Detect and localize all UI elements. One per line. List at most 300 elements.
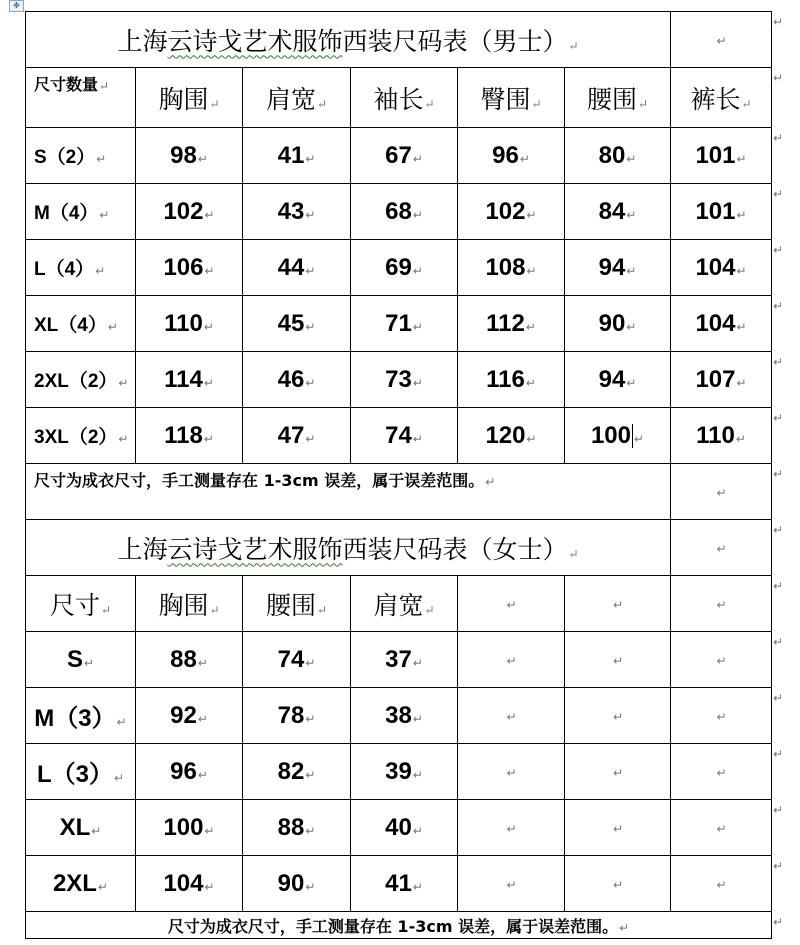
paragraph-mark-icon: ↵	[412, 879, 423, 894]
measurement-cell	[565, 296, 671, 352]
men-title-row	[26, 12, 772, 68]
measurement-cell-text: 104	[695, 309, 736, 337]
paragraph-mark-icon: ↵	[113, 771, 125, 785]
paragraph-mark-icon: ↵	[612, 598, 624, 612]
paragraph-mark-icon: ↵	[568, 38, 579, 53]
paragraph-mark-icon: ↵	[197, 655, 208, 670]
measurement-cell-text: 114	[164, 365, 203, 393]
empty-cell	[458, 744, 565, 800]
size-label	[26, 800, 136, 856]
measurement-cell-text: 67	[385, 141, 412, 169]
row-end-mark-icon: ↵	[773, 747, 784, 761]
men-title-suffix-text: 西装尺码表（男士）	[342, 26, 568, 56]
size-label-text: L（3）	[36, 761, 113, 788]
paragraph-mark-icon: ↵	[612, 766, 624, 780]
measurement-cell-text: 84	[598, 197, 626, 225]
size-label-text: XL	[59, 813, 91, 841]
paragraph-mark-icon: ↵	[506, 822, 517, 836]
men-note	[26, 464, 671, 520]
paragraph-mark-icon: ↵	[424, 96, 435, 111]
row-end-mark-icon: ↵	[773, 635, 784, 649]
measurement-cell	[671, 352, 772, 408]
row-end-mark-icon: ↵	[773, 803, 784, 817]
measurement-cell	[243, 744, 351, 800]
paragraph-mark-icon: ↵	[316, 96, 328, 111]
measurement-cell	[136, 352, 243, 408]
measurement-cell	[243, 352, 351, 408]
empty-cell	[671, 688, 772, 744]
measurement-cell-text: 78	[277, 701, 305, 729]
paragraph-mark-icon: ↵	[626, 319, 637, 334]
row-end-mark-icon: ↵	[773, 579, 784, 593]
paragraph-mark-icon: ↵	[412, 767, 423, 782]
measurement-cell-text: 108	[485, 253, 526, 281]
measurement-cell	[351, 800, 458, 856]
measurement-cell	[671, 296, 772, 352]
measurement-cell	[351, 632, 458, 688]
size-label	[26, 240, 136, 296]
men-header-cell	[458, 68, 565, 128]
paragraph-mark-icon: ↵	[412, 151, 423, 166]
empty-cell	[671, 576, 772, 632]
measurement-cell-text: 107	[695, 365, 736, 393]
measurement-cell	[351, 128, 458, 184]
empty-cell	[458, 800, 565, 856]
table-row	[26, 352, 772, 408]
empty-cell	[671, 800, 772, 856]
paragraph-mark-icon: ↵	[526, 263, 537, 278]
paragraph-mark-icon: ↵	[526, 207, 537, 222]
women-title-row	[26, 520, 772, 576]
paragraph-mark-icon: ↵	[305, 375, 316, 390]
empty-cell	[458, 688, 565, 744]
measurement-cell-text: 80	[598, 141, 626, 169]
measurement-cell	[565, 128, 671, 184]
paragraph-mark-icon: ↵	[531, 96, 542, 111]
measurement-cell	[671, 184, 772, 240]
row-end-mark-icon: ↵	[773, 859, 784, 873]
men-header-cell-text: 袖长	[373, 84, 424, 114]
paragraph-mark-icon: ↵	[204, 823, 215, 838]
paragraph-mark-icon: ↵	[305, 711, 316, 726]
paragraph-mark-icon: ↵	[305, 151, 316, 166]
paragraph-mark-icon: ↵	[305, 655, 316, 670]
size-label	[26, 688, 136, 744]
measurement-cell-text: 110	[164, 309, 203, 337]
empty-cell	[458, 856, 565, 912]
paragraph-mark-icon: ↵	[716, 34, 727, 48]
measurement-cell	[136, 240, 243, 296]
women-header-cell	[136, 576, 243, 632]
women-header-cell-text: 腰围	[265, 590, 316, 620]
paragraph-mark-icon: ↵	[506, 598, 517, 612]
men-header-cell	[671, 68, 772, 128]
empty-cell	[671, 856, 772, 912]
paragraph-mark-icon: ↵	[305, 263, 316, 278]
paragraph-mark-icon: ↵	[716, 822, 727, 836]
men-header-cell	[26, 68, 136, 128]
table-row	[26, 408, 772, 464]
paragraph-mark-icon: ↵	[612, 710, 624, 724]
paragraph-mark-icon: ↵	[716, 542, 727, 556]
women-note-row	[26, 912, 772, 939]
measurement-cell-text: 41	[385, 869, 412, 897]
measurement-cell-text: 112	[486, 309, 525, 337]
men-header-cell	[351, 68, 458, 128]
empty-cell	[458, 576, 565, 632]
table-row	[26, 856, 772, 912]
paragraph-mark-icon: ↵	[99, 208, 110, 222]
measurement-cell-text: 101	[695, 197, 736, 225]
measurement-cell	[243, 688, 351, 744]
measurement-cell-text: 44	[277, 253, 305, 281]
measurement-cell-text: 40	[385, 813, 412, 841]
measurement-cell	[243, 632, 351, 688]
paragraph-mark-icon: ↵	[100, 602, 112, 617]
men-header-cell-text: 臀围	[480, 84, 531, 114]
paragraph-mark-icon: ↵	[736, 319, 747, 334]
row-end-mark-icon: ↵	[773, 243, 784, 257]
paragraph-mark-icon: ↵	[116, 715, 127, 729]
men-title-text: 上海	[117, 26, 168, 56]
measurement-cell-text: 98	[170, 141, 197, 169]
size-label	[26, 744, 136, 800]
paragraph-mark-icon: ↵	[204, 207, 215, 222]
measurement-cell-text: 106	[163, 253, 204, 281]
paragraph-mark-icon: ↵	[209, 602, 220, 617]
measurement-cell	[351, 688, 458, 744]
paragraph-mark-icon: ↵	[626, 151, 637, 166]
measurement-cell-text: 101	[695, 141, 736, 169]
row-end-mark-icon: ↵	[773, 523, 784, 537]
paragraph-mark-icon: ↵	[506, 654, 517, 668]
row-end-mark-icon: ↵	[773, 15, 784, 29]
paragraph-mark-icon: ↵	[203, 431, 214, 446]
men-header-row	[26, 68, 772, 128]
men-note-text: 尺寸为成衣尺寸，手工测量存在 1-3cm 误差，属于误差范围。	[34, 471, 485, 490]
measurement-cell-text: 39	[385, 757, 412, 785]
measurement-cell	[565, 408, 671, 464]
size-label-text: XL（4）	[34, 315, 107, 336]
size-label	[26, 296, 136, 352]
measurement-cell	[243, 240, 351, 296]
measurement-cell-text: 116	[486, 365, 525, 393]
men-header-cell	[243, 68, 351, 128]
measurement-cell-text: 74	[277, 645, 305, 673]
table-row	[26, 128, 772, 184]
paragraph-mark-icon: ↵	[619, 920, 630, 935]
measurement-cell-text: 104	[695, 253, 736, 281]
paragraph-mark-icon: ↵	[519, 151, 530, 166]
empty-cell	[565, 632, 671, 688]
measurement-cell-text: 88	[277, 813, 305, 841]
row-end-mark-icon: ↵	[773, 187, 784, 201]
paragraph-mark-icon: ↵	[735, 431, 746, 446]
paragraph-mark-icon: ↵	[412, 823, 423, 838]
men-header-cell	[565, 68, 671, 128]
paragraph-mark-icon: ↵	[305, 823, 316, 838]
paragraph-mark-icon: ↵	[412, 263, 423, 278]
measurement-cell-text: 45	[277, 309, 305, 337]
paragraph-mark-icon: ↵	[612, 654, 624, 668]
paragraph-mark-icon: ↵	[626, 375, 637, 390]
measurement-cell	[136, 800, 243, 856]
table-row	[26, 800, 772, 856]
empty-cell	[565, 688, 671, 744]
paragraph-mark-icon: ↵	[626, 263, 637, 278]
measurement-cell	[458, 408, 565, 464]
paragraph-mark-icon: ↵	[412, 207, 423, 222]
measurement-cell-text: 104	[163, 869, 204, 897]
measurement-cell-text: 102	[485, 197, 526, 225]
paragraph-mark-icon: ↵	[118, 432, 129, 446]
paragraph-mark-icon: ↵	[506, 766, 517, 780]
size-chart-table	[25, 11, 772, 939]
table-row	[26, 296, 772, 352]
paragraph-mark-icon: ↵	[716, 878, 727, 892]
paragraph-mark-icon: ↵	[305, 207, 316, 222]
paragraph-mark-icon: ↵	[204, 263, 215, 278]
measurement-cell	[565, 352, 671, 408]
empty-cell	[671, 744, 772, 800]
table-move-handle-icon[interactable]: ✥	[9, 0, 24, 12]
measurement-cell-text: 102	[163, 197, 204, 225]
table-row	[26, 240, 772, 296]
measurement-cell-text: 92	[170, 701, 197, 729]
paragraph-mark-icon: ↵	[305, 767, 316, 782]
size-label	[26, 184, 136, 240]
paragraph-mark-icon: ↵	[412, 655, 423, 670]
measurement-cell	[136, 408, 243, 464]
size-label-text: M（4）	[34, 203, 99, 224]
paragraph-mark-icon: ↵	[612, 822, 624, 836]
paragraph-mark-icon: ↵	[716, 486, 727, 500]
measurement-cell-text: 37	[385, 645, 412, 673]
measurement-cell	[565, 184, 671, 240]
size-label	[26, 352, 136, 408]
paragraph-mark-icon: ↵	[197, 151, 208, 166]
paragraph-mark-icon: ↵	[612, 878, 624, 892]
paragraph-mark-icon: ↵	[412, 375, 423, 390]
paragraph-mark-icon: ↵	[736, 263, 747, 278]
measurement-cell-text: 100	[590, 421, 631, 449]
paragraph-mark-icon: ↵	[626, 207, 637, 222]
paragraph-mark-icon: ↵	[506, 710, 517, 724]
empty-cell	[671, 12, 772, 68]
paragraph-mark-icon: ↵	[568, 546, 579, 561]
size-label-text: L（4）	[34, 259, 95, 280]
measurement-cell-text: 38	[385, 701, 412, 729]
men-header-cell-text: 胸围	[158, 84, 209, 114]
size-label	[26, 408, 136, 464]
measurement-cell-text: 90	[598, 309, 626, 337]
measurement-cell	[243, 856, 351, 912]
measurement-cell	[458, 352, 565, 408]
measurement-cell	[243, 800, 351, 856]
measurement-cell	[671, 240, 772, 296]
measurement-cell	[458, 296, 565, 352]
paragraph-mark-icon: ↵	[305, 431, 316, 446]
measurement-cell	[136, 296, 243, 352]
men-note-row	[26, 464, 772, 520]
paragraph-mark-icon: ↵	[316, 602, 328, 617]
table-row	[26, 632, 772, 688]
measurement-cell-text: 68	[385, 197, 412, 225]
women-title-text: 上海	[117, 534, 168, 564]
empty-cell	[565, 856, 671, 912]
measurement-cell-text: 41	[277, 141, 305, 169]
measurement-cell-text: 94	[598, 253, 626, 281]
measurement-cell	[351, 352, 458, 408]
size-label-text: M（3）	[34, 705, 116, 732]
measurement-cell-text: 94	[598, 365, 626, 393]
measurement-cell	[565, 240, 671, 296]
measurement-cell-text: 88	[170, 645, 197, 673]
paragraph-mark-icon: ↵	[526, 431, 537, 446]
measurement-cell	[243, 408, 351, 464]
measurement-cell	[351, 240, 458, 296]
women-header-cell	[351, 576, 458, 632]
row-end-mark-icon: ↵	[773, 411, 784, 425]
women-header-cell-text: 肩宽	[373, 590, 424, 620]
paragraph-mark-icon: ↵	[97, 879, 109, 894]
measurement-cell-text: 90	[277, 869, 305, 897]
measurement-cell-text: 110	[696, 421, 735, 449]
measurement-cell-text: 43	[277, 197, 305, 225]
measurement-cell	[458, 128, 565, 184]
paragraph-mark-icon: ↵	[95, 264, 106, 278]
measurement-cell	[243, 184, 351, 240]
size-label-text: 2XL	[52, 869, 97, 897]
measurement-cell-text: 118	[164, 421, 203, 449]
men-header-cell-text: 肩宽	[265, 84, 316, 114]
men-header-cell	[136, 68, 243, 128]
size-label	[26, 128, 136, 184]
women-header-cell	[243, 576, 351, 632]
paragraph-mark-icon: ↵	[741, 96, 752, 111]
paragraph-mark-icon: ↵	[525, 319, 536, 334]
measurement-cell	[243, 128, 351, 184]
measurement-cell	[136, 688, 243, 744]
measurement-cell	[136, 184, 243, 240]
paragraph-mark-icon: ↵	[637, 96, 649, 111]
measurement-cell-text: 100	[163, 813, 204, 841]
paragraph-mark-icon: ↵	[197, 767, 208, 782]
paragraph-mark-icon: ↵	[634, 431, 645, 446]
women-note-text: 尺寸为成衣尺寸，手工测量存在 1-3cm 误差，属于误差范围。	[167, 916, 619, 936]
men-header-cell-text: 裤长	[690, 84, 741, 114]
row-end-mark-icon: ↵	[773, 355, 784, 369]
table-row	[26, 184, 772, 240]
women-header-cell-text: 尺寸	[49, 590, 100, 620]
measurement-cell	[458, 184, 565, 240]
measurement-cell-text: 73	[385, 365, 412, 393]
size-label-text: 2XL（2）	[34, 371, 118, 392]
empty-cell	[565, 576, 671, 632]
size-label	[26, 632, 136, 688]
measurement-cell-text: 69	[385, 253, 412, 281]
size-label-text: 3XL（2）	[34, 427, 118, 448]
measurement-cell	[351, 408, 458, 464]
paragraph-mark-icon: ↵	[424, 602, 435, 617]
paragraph-mark-icon: ↵	[203, 375, 214, 390]
paragraph-mark-icon: ↵	[83, 655, 95, 670]
size-label-text: S	[66, 645, 83, 673]
women-header-cell-text: 胸围	[158, 590, 209, 620]
table-row	[26, 688, 772, 744]
paragraph-mark-icon: ↵	[716, 710, 727, 724]
empty-cell	[565, 744, 671, 800]
paragraph-mark-icon: ↵	[412, 319, 423, 334]
row-end-mark-icon: ↵	[773, 467, 784, 481]
paragraph-mark-icon: ↵	[736, 207, 747, 222]
row-end-mark-icon: ↵	[773, 691, 784, 705]
empty-cell	[671, 520, 772, 576]
measurement-cell	[458, 240, 565, 296]
empty-cell	[565, 800, 671, 856]
paragraph-mark-icon: ↵	[412, 431, 423, 446]
measurement-cell	[671, 408, 772, 464]
women-note	[26, 912, 772, 939]
measurement-cell	[243, 296, 351, 352]
measurement-cell	[351, 296, 458, 352]
paragraph-mark-icon: ↵	[203, 319, 214, 334]
paragraph-mark-icon: ↵	[118, 376, 129, 390]
measurement-cell-text: 74	[385, 421, 412, 449]
measurement-cell-text: 82	[277, 757, 305, 785]
measurement-cell-text: 47	[277, 421, 305, 449]
paragraph-mark-icon: ↵	[736, 375, 747, 390]
measurement-cell	[671, 128, 772, 184]
paragraph-mark-icon: ↵	[91, 823, 102, 838]
size-label-text: S（2）	[34, 147, 96, 168]
measurement-cell	[136, 632, 243, 688]
paragraph-mark-icon: ↵	[204, 879, 215, 894]
paragraph-mark-icon: ↵	[107, 320, 118, 334]
row-end-mark-icon: ↵	[773, 915, 784, 929]
row-end-mark-icon: ↵	[773, 71, 784, 85]
paragraph-mark-icon: ↵	[305, 319, 316, 334]
empty-cell	[671, 464, 772, 520]
men-title	[26, 12, 671, 68]
paragraph-mark-icon: ↵	[525, 375, 536, 390]
paragraph-mark-icon: ↵	[716, 766, 727, 780]
paragraph-mark-icon: ↵	[305, 879, 316, 894]
empty-cell	[671, 632, 772, 688]
row-end-mark-icon: ↵	[773, 299, 784, 313]
empty-cell	[458, 632, 565, 688]
measurement-cell-text: 96	[492, 141, 519, 169]
measurement-cell	[136, 128, 243, 184]
text-cursor	[632, 424, 633, 448]
paragraph-mark-icon: ↵	[716, 654, 727, 668]
women-title-suffix-text: 西装尺码表（女士）	[342, 534, 568, 564]
measurement-cell-text: 120	[485, 421, 526, 449]
measurement-cell	[351, 184, 458, 240]
men-header-cell-text: 尺寸数量	[34, 75, 99, 94]
paragraph-mark-icon: ↵	[99, 79, 110, 93]
paragraph-mark-icon: ↵	[96, 152, 107, 166]
measurement-cell	[351, 856, 458, 912]
measurement-cell	[136, 856, 243, 912]
measurement-cell	[136, 744, 243, 800]
women-title-underlined-text: 云诗戈艺术服饰	[167, 534, 343, 564]
paragraph-mark-icon: ↵	[197, 711, 208, 726]
measurement-cell-text: 96	[170, 757, 197, 785]
paragraph-mark-icon: ↵	[412, 711, 423, 726]
women-header-cell	[26, 576, 136, 632]
measurement-cell	[351, 744, 458, 800]
